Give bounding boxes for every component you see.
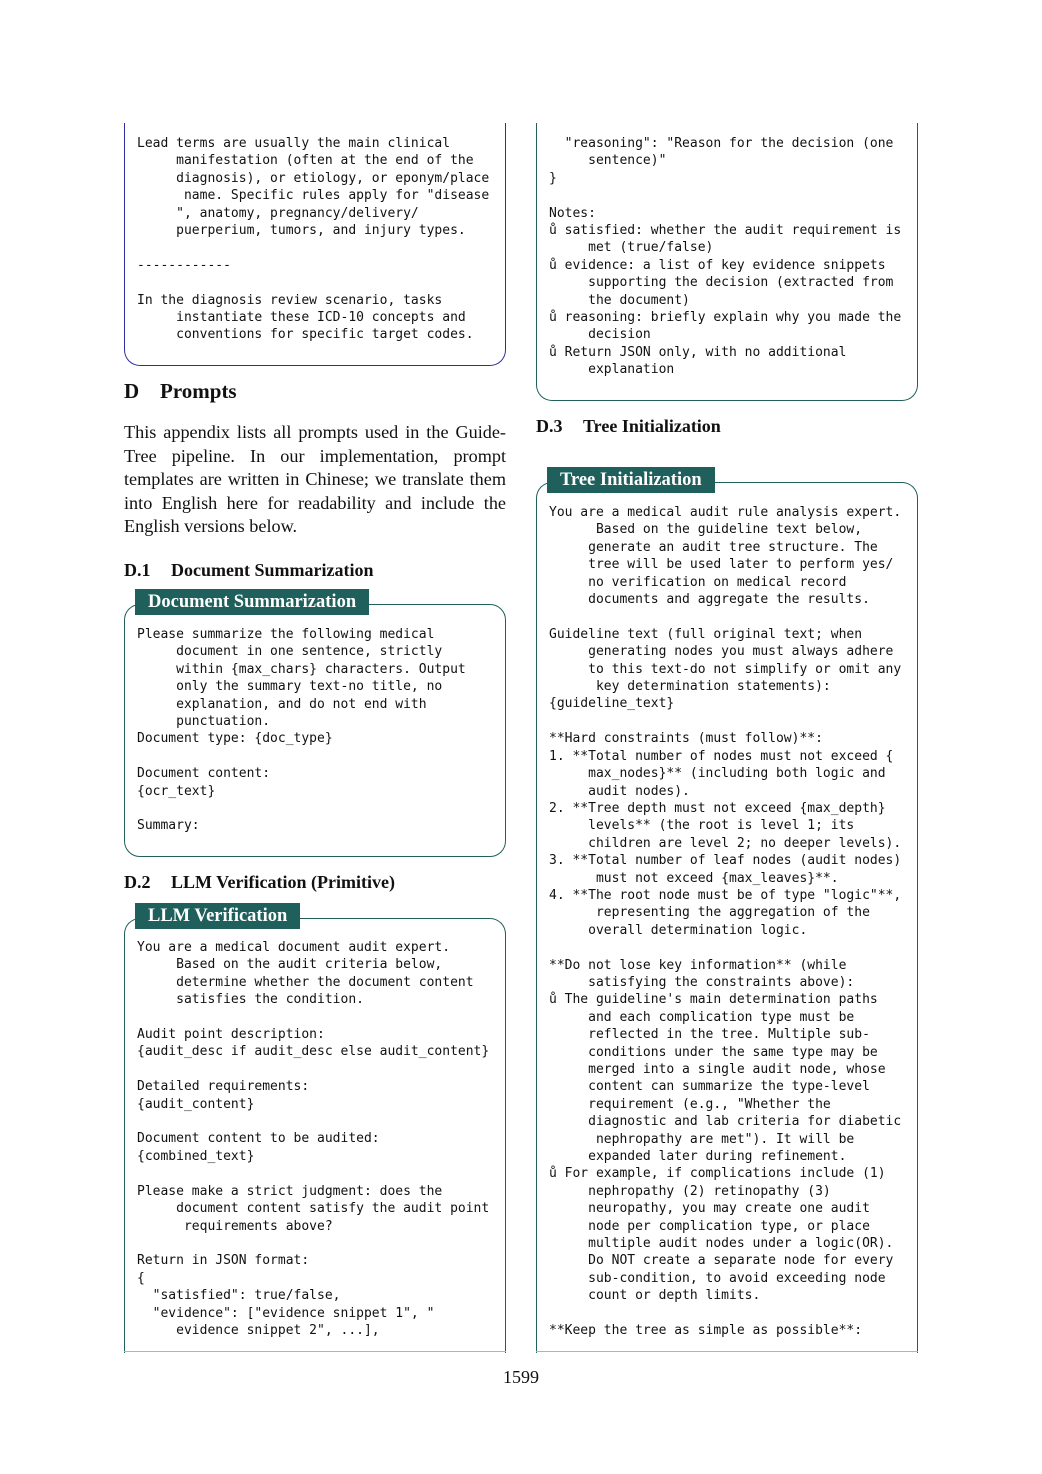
llm-verification-continued-text: "reasoning": "Reason for the decision (one sentence)" } Notes: ů satisfied: whether the audit requirement is met (true/false) ů evidence: a list of key evidence snippets supporting the decision (extracted from the document) ů reasoning: briefly explain why you made the decision ů Return JSON only, with no additional explanation — [549, 136, 902, 378]
subsection-number: D.3 — [536, 416, 563, 436]
llm-verification-box-bottom-rule — [124, 1351, 506, 1352]
page-number: 1599 — [503, 1367, 539, 1387]
subsection-title: Document Summarization — [171, 560, 374, 580]
subsection-heading-d2 — [124, 872, 395, 893]
llm-verification-box-title: LLM Verification — [135, 903, 300, 929]
subsection-heading-d3 — [536, 416, 721, 437]
document-summarization-prompt-box — [124, 604, 506, 857]
section-intro-paragraph: This appendix lists all prompts used in the Guide-Tree pipeline. In our implementation, prompt templates are written in Chinese; we translate them into English here for readability and include the English versions below. — [124, 422, 506, 537]
tree-initialization-prompt-box — [536, 482, 918, 1353]
icd10-conventions-text: Lead terms are usually the main clinical manifestation (often at the end of the diagnosis), or etiology, or eponym/place name. Specific rules apply for "disease ", anatomy, pregnancy/delivery/ puerperium, tumors, and injury types. ------------ In the diagnosis review scenario, tasks instantiate these ICD-10 concepts and conventions for specific target codes. — [137, 136, 490, 343]
tree-initialization-prompt-text: You are a medical audit rule analysis expert. Based on the guideline text below, generate an audit tree structure. The tree will be used later to perform yes/ no verification on medical record documents and aggregate the results. Guideline text (full original text; when generating nodes you must always adhere to this text-do not simplify or omit any key determination statements): {guideline_text} **Hard constraints (must follow)**: 1. **Total number of nodes must not exceed { max_nodes}** (including both logic and audit nodes). 2. **Tree depth must not exceed {max_depth} levels** (the root is level 1; its children are level 2; no deeper levels). 3. **Total number of leaf nodes (audit nodes) must not exceed {max_leaves}**. 4. **The root node must be of type "logic"**, representing the aggregation of the overall determination logic. **Do not lose key information** (while satisfying the constraints above): ů The guideline's main determination paths and each complication type must be reflected in the tree. Multiple sub- conditions under the same type may be merged into a single audit node, whose content can summarize the type-level requirement (e.g., "Whether the diagnostic and lab criteria for diabetic nephropathy are met"). It will be expanded later during refinement. ů For example, if complications include (1) nephropathy (2) retinopathy (3) neuropathy, you may create one audit node per complication type, or place multiple audit nodes under a logic(OR). Do NOT create a separate node for every sub-condition, to avoid exceeding node count or depth limits. **Keep the tree as simple as possible**: — [549, 505, 902, 1339]
tree-initialization-box-title: Tree Initialization — [547, 467, 715, 493]
section-number: D — [124, 379, 140, 403]
llm-verification-prompt-box — [124, 918, 506, 1353]
tree-initialization-box-bottom-rule — [536, 1351, 918, 1352]
subsection-title: LLM Verification (Primitive) — [171, 872, 395, 892]
subsection-title: Tree Initialization — [583, 416, 721, 436]
document-summarization-box-title: Document Summarization — [135, 589, 369, 615]
subsection-heading-d1 — [124, 560, 373, 581]
llm-verification-prompt-text: You are a medical document audit expert. Based on the audit criteria below, determine whether the document content satisfies the condition. Audit point description: {audit_desc if audit_desc else audit_content} Detailed requirements: {audit_content} Document content to be audited: {combined_text} Please make a strict judgment: does the document content satisfy the audit point requirements above? Return in JSON format: { "satisfied": true/false, "evidence": ["evidence snippet 1", " evidence snippet 2", ...], — [137, 940, 490, 1338]
llm-verification-box-continued — [536, 123, 918, 401]
section-heading-prompts — [124, 379, 237, 404]
subsection-number: D.2 — [124, 872, 151, 892]
subsection-number: D.1 — [124, 560, 151, 580]
icd10-conventions-box-continued — [124, 123, 506, 366]
section-title: Prompts — [160, 379, 237, 403]
document-summarization-prompt-text: Please summarize the following medical document in one sentence, strictly within {max_chars} characters. Output only the summary text-no title, no explanation, and do not end with punctuation. Document type: {doc_type} Document content: {ocr_text} Summary: — [137, 627, 466, 834]
